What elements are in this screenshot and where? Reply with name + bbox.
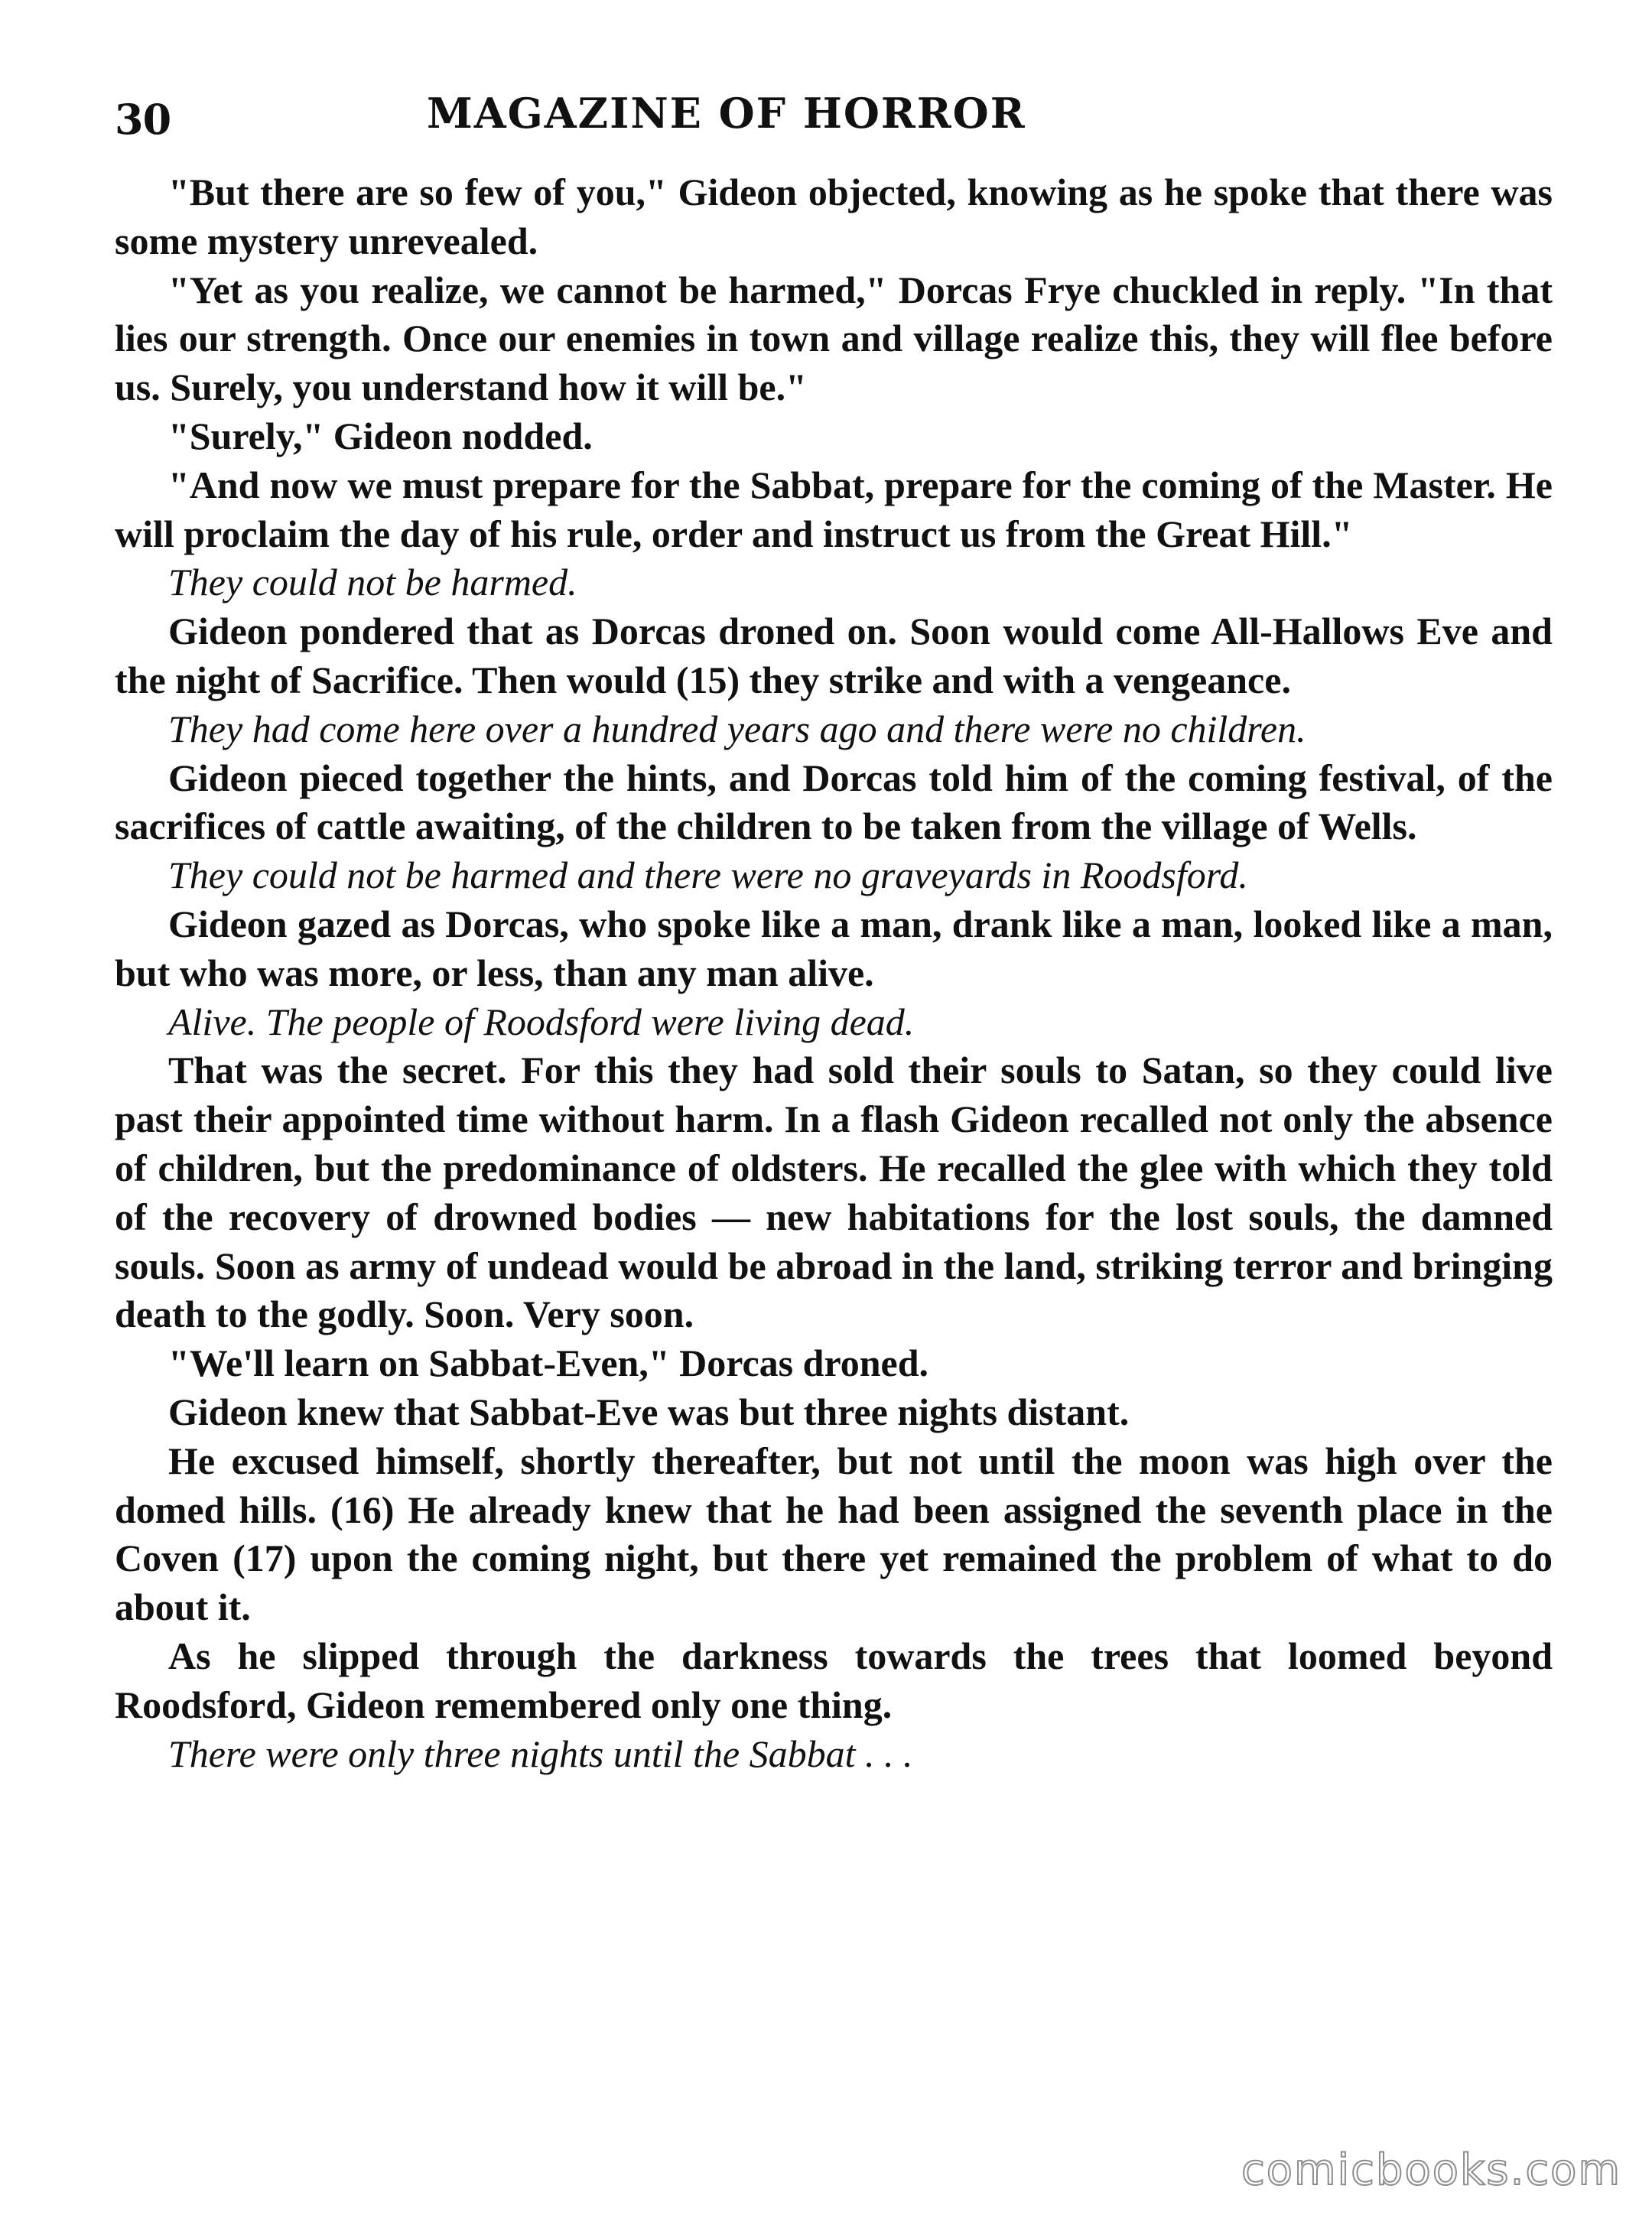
paragraph: "But there are so few of you," Gideon objected, knowing as he spoke that there was some mystery unrevealed.	[115, 171, 1553, 262]
paragraph: Gideon pieced together the hints, and Dorcas told him of the coming festival, of the sacrifices of cattle awaiting, of the children to be taken from the village of Wells.	[115, 756, 1553, 848]
story-text	[115, 168, 1553, 1778]
paragraph: That was the secret. For this they had sold their souls to Satan, so they could live past their appointed time without harm. In a flash Gideon recalled not only the absence of children, but the predominance of oldsters. He recalled the glee with which they told of the recovery of drowned bodies — new habitations for the lost souls, the damned souls. Soon as army of undead would be abroad in the land, striking terror and bringing death to the godly. Soon. Very soon.	[115, 1049, 1553, 1336]
italic-paragraph: They had come here over a hundred years ago and there were no children.	[168, 707, 1306, 750]
italic-paragraph: They could not be harmed.	[168, 561, 577, 604]
paragraph: "And now we must prepare for the Sabbat, prepare for the coming of the Master. He will proclaim the day of his rule, order and instruct us from the Great Hill."	[115, 463, 1553, 555]
magazine-page	[115, 84, 1553, 1778]
running-title: MAGAZINE OF HORROR	[427, 89, 1026, 138]
page-header	[115, 84, 1553, 168]
paragraph: Gideon knew that Sabbat-Eve was but three nights distant.	[168, 1390, 1130, 1433]
watermark: comicbooks.com	[1241, 2145, 1621, 2195]
page-number: 30	[115, 95, 171, 144]
italic-paragraph: Alive. The people of Roodsford were living dead.	[168, 1000, 915, 1043]
italic-paragraph: They could not be harmed and there were no graveyards in Roodsford.	[168, 854, 1248, 897]
paragraph: Gideon gazed as Dorcas, who spoke like a man, drank like a man, looked like a man, but who was more, or less, than any man alive.	[115, 902, 1553, 994]
paragraph: "Surely," Gideon nodded.	[168, 414, 593, 457]
paragraph: "We'll learn on Sabbat-Even," Dorcas droned.	[168, 1342, 929, 1385]
paragraph: As he slipped through the darkness towards the trees that loomed beyond Roodsford, Gideon remembered only one thing.	[115, 1634, 1553, 1726]
paragraph: Gideon pondered that as Dorcas droned on. Soon would come All-Hallows Eve and the night of Sacrifice. Then would (15) they strike and with a vengeance.	[115, 610, 1553, 701]
paragraph: He excused himself, shortly thereafter, but not until the moon was high over the domed hills. (16) He already knew that he had been assigned the seventh place in the Coven (17) upon the coming night, but there yet remained the problem of what to do about it.	[115, 1439, 1553, 1629]
italic-paragraph: There were only three nights until the Sabbat . . .	[168, 1732, 913, 1775]
paragraph: "Yet as you realize, we cannot be harmed," Dorcas Frye chuckled in reply. "In that lies our strength. Once our enemies in town and village realize this, they will flee before us. Surely, you understand how it will be."	[115, 268, 1553, 409]
